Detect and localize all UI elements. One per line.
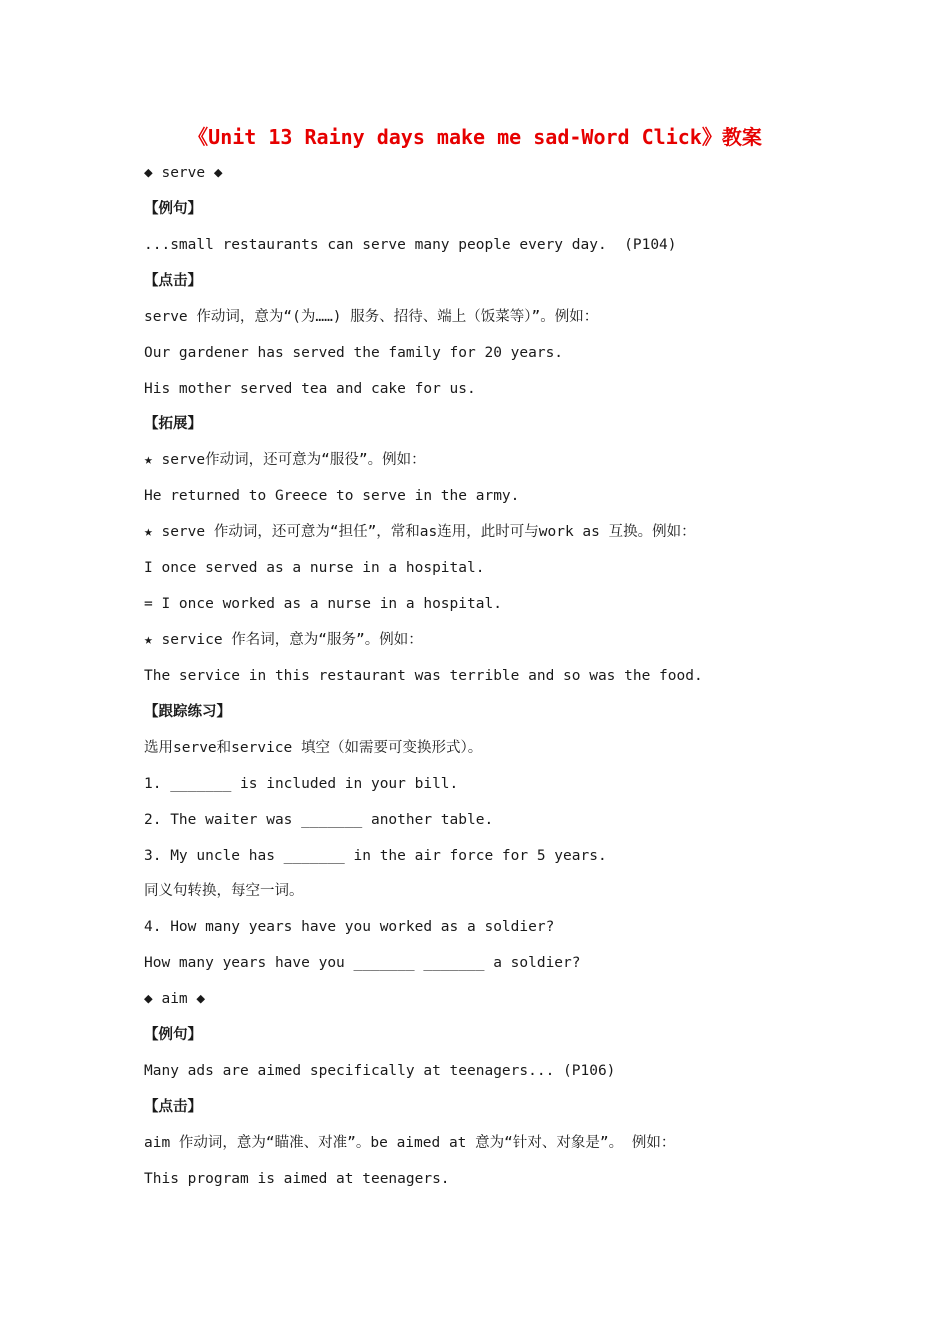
exercise-item: How many years have you _______ _______ a soldier? (144, 955, 581, 971)
section-heading-serve: ◆ serve ◆ (144, 165, 223, 181)
exercise-item: 4. How many years have you worked as a soldier? (144, 919, 555, 935)
example-sentence-line: ...small restaurants can serve many people every day. (P104) (144, 237, 677, 253)
label-example-sentence: 【例句】 (144, 1027, 202, 1043)
document-title: 《Unit 13 Rainy days make me sad-Word Click》教案 (188, 125, 762, 149)
extension-line: ★ service 作名词，意为“服务”。例如： (144, 632, 423, 648)
example-line: He returned to Greece to serve in the army. (144, 488, 520, 504)
practice-instruction: 选用serve和service 填空（如需要可变换形式）。 (144, 740, 483, 756)
label-practice: 【跟踪练习】 (144, 704, 231, 720)
example-line: This program is aimed at teenagers. (144, 1171, 450, 1187)
label-example-sentence: 【例句】 (144, 201, 202, 217)
example-line: His mother served tea and cake for us. (144, 381, 476, 397)
extension-line: ★ serve作动词，还可意为“服役”。例如： (144, 452, 426, 468)
example-line: I once served as a nurse in a hospital. (144, 560, 485, 576)
explanation-line: aim 作动词，意为“瞄准、对准”。be aimed at 意为“针对、对象是”。 例如： (144, 1135, 676, 1151)
exercise-item: 1. _______ is included in your bill. (144, 776, 459, 792)
extension-line: ★ serve 作动词，还可意为“担任”，常和as连用，此时可与work as 互换。例如： (144, 524, 696, 540)
exercise-item: 3. My uncle has _______ in the air force for 5 years. (144, 848, 607, 864)
explanation-line: serve 作动词，意为“(为……) 服务、招待、端上（饭菜等）”。例如： (144, 309, 599, 325)
exercise-item: 2. The waiter was _______ another table. (144, 812, 494, 828)
example-line: = I once worked as a nurse in a hospital. (144, 596, 502, 612)
example-line: The service in this restaurant was terrible and so was the food. (144, 668, 703, 684)
practice-instruction: 同义句转换，每空一词。 (144, 883, 304, 899)
label-explanation: 【点击】 (144, 1099, 202, 1115)
example-sentence-line: Many ads are aimed specifically at teenagers... (P106) (144, 1063, 616, 1079)
example-line: Our gardener has served the family for 20 years. (144, 345, 564, 361)
label-explanation: 【点击】 (144, 273, 202, 289)
section-heading-aim: ◆ aim ◆ (144, 991, 206, 1007)
label-extension: 【拓展】 (144, 416, 202, 432)
